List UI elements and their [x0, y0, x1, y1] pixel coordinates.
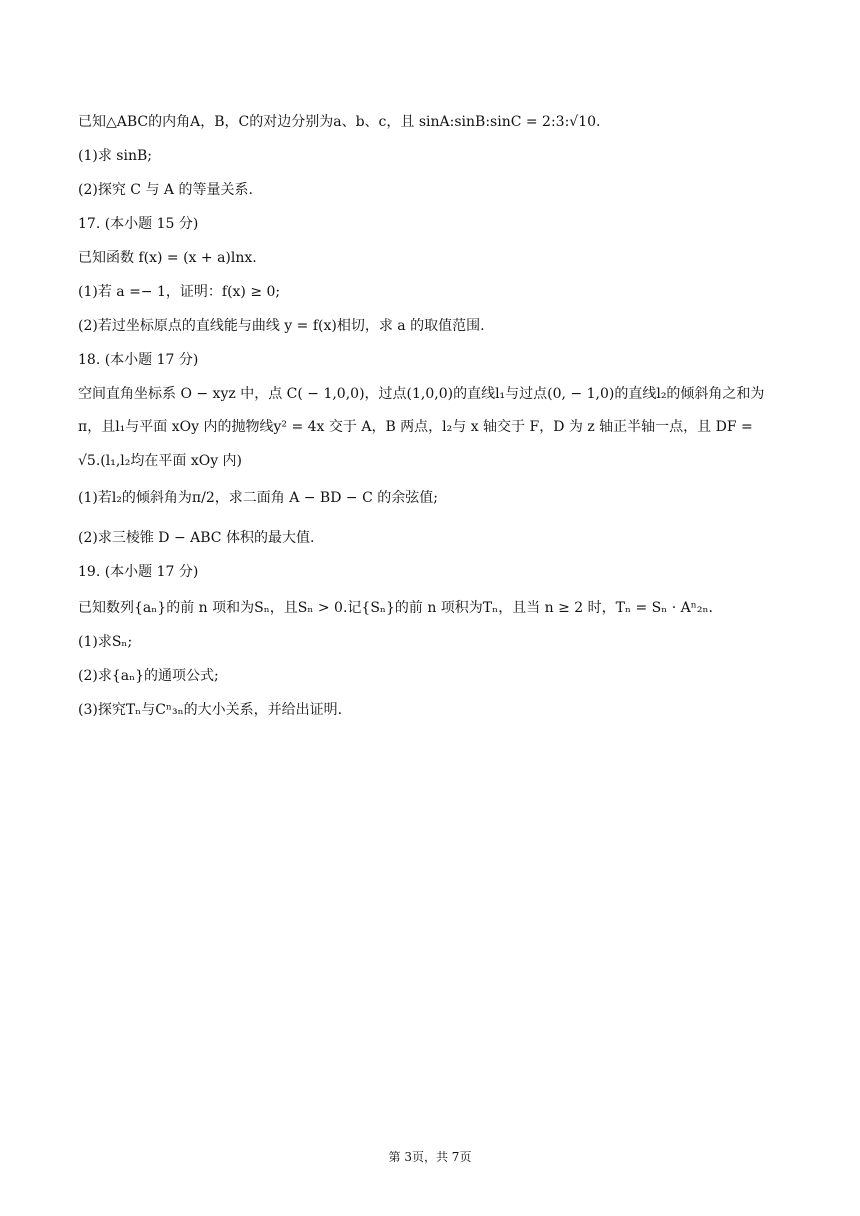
problem-19-part-2: (2)求{aₙ}的通项公式; — [78, 668, 219, 684]
problem-16-part-2: (2)探究 C 与 A 的等量关系. — [78, 182, 253, 198]
problem-18-statement-line-1: 空间直角坐标系 O − xyz 中，点 C( − 1,0,0)，过点(1,0,0)的直线l₁与过点(0, − 1,0)的直线l₂的倾斜角之和为 — [78, 386, 765, 402]
problem-18-statement-line-2: π，且l₁与平面 xOy 内的抛物线y² = 4x 交于 A，B 两点，l₂与 x 轴交于 F，D 为 z 轴正半轴一点，且 DF = — [78, 419, 753, 435]
problem-18-heading: 18. (本小题 17 分) — [78, 352, 199, 368]
problem-19-statement: 已知数列{aₙ}的前 n 项和为Sₙ，且Sₙ > 0.记{Sₙ}的前 n 项积为Tₙ，且当 n ≥ 2 时，Tₙ = Sₙ · Aⁿ₂ₙ. — [78, 600, 713, 616]
problem-18-part-1: (1)若l₂的倾斜角为π/2，求二面角 A − BD − C 的余弦值; — [78, 490, 438, 506]
problem-19-part-1: (1)求Sₙ; — [78, 634, 133, 650]
problem-17-heading: 17. (本小题 15 分) — [78, 216, 199, 232]
problem-17-part-2: (2)若过坐标原点的直线能与曲线 y = f(x)相切，求 a 的取值范围. — [78, 318, 485, 334]
problem-16-part-1: (1)求 sinB; — [78, 148, 152, 164]
problem-16-statement: 已知△ABC的内角A，B，C的对边分别为a、b、c，且 sinA:sinB:sinC = 2:3:√10. — [78, 114, 601, 130]
problem-19-part-3: (3)探究Tₙ与Cⁿ₃ₙ的大小关系，并给出证明. — [78, 702, 343, 718]
page-footer: 第 3页，共 7页 — [388, 1150, 472, 1164]
problem-18-statement-line-3: √5.(l₁,l₂均在平面 xOy 内) — [78, 453, 243, 469]
problem-18-part-2: (2)求三棱锥 D − ABC 体积的最大值. — [78, 530, 315, 546]
problem-17-part-1: (1)若 a =− 1，证明：f(x) ≥ 0; — [78, 284, 281, 300]
problem-19-heading: 19. (本小题 17 分) — [78, 564, 199, 580]
problem-17-statement: 已知函数 f(x) = (x + a)lnx. — [78, 250, 257, 266]
